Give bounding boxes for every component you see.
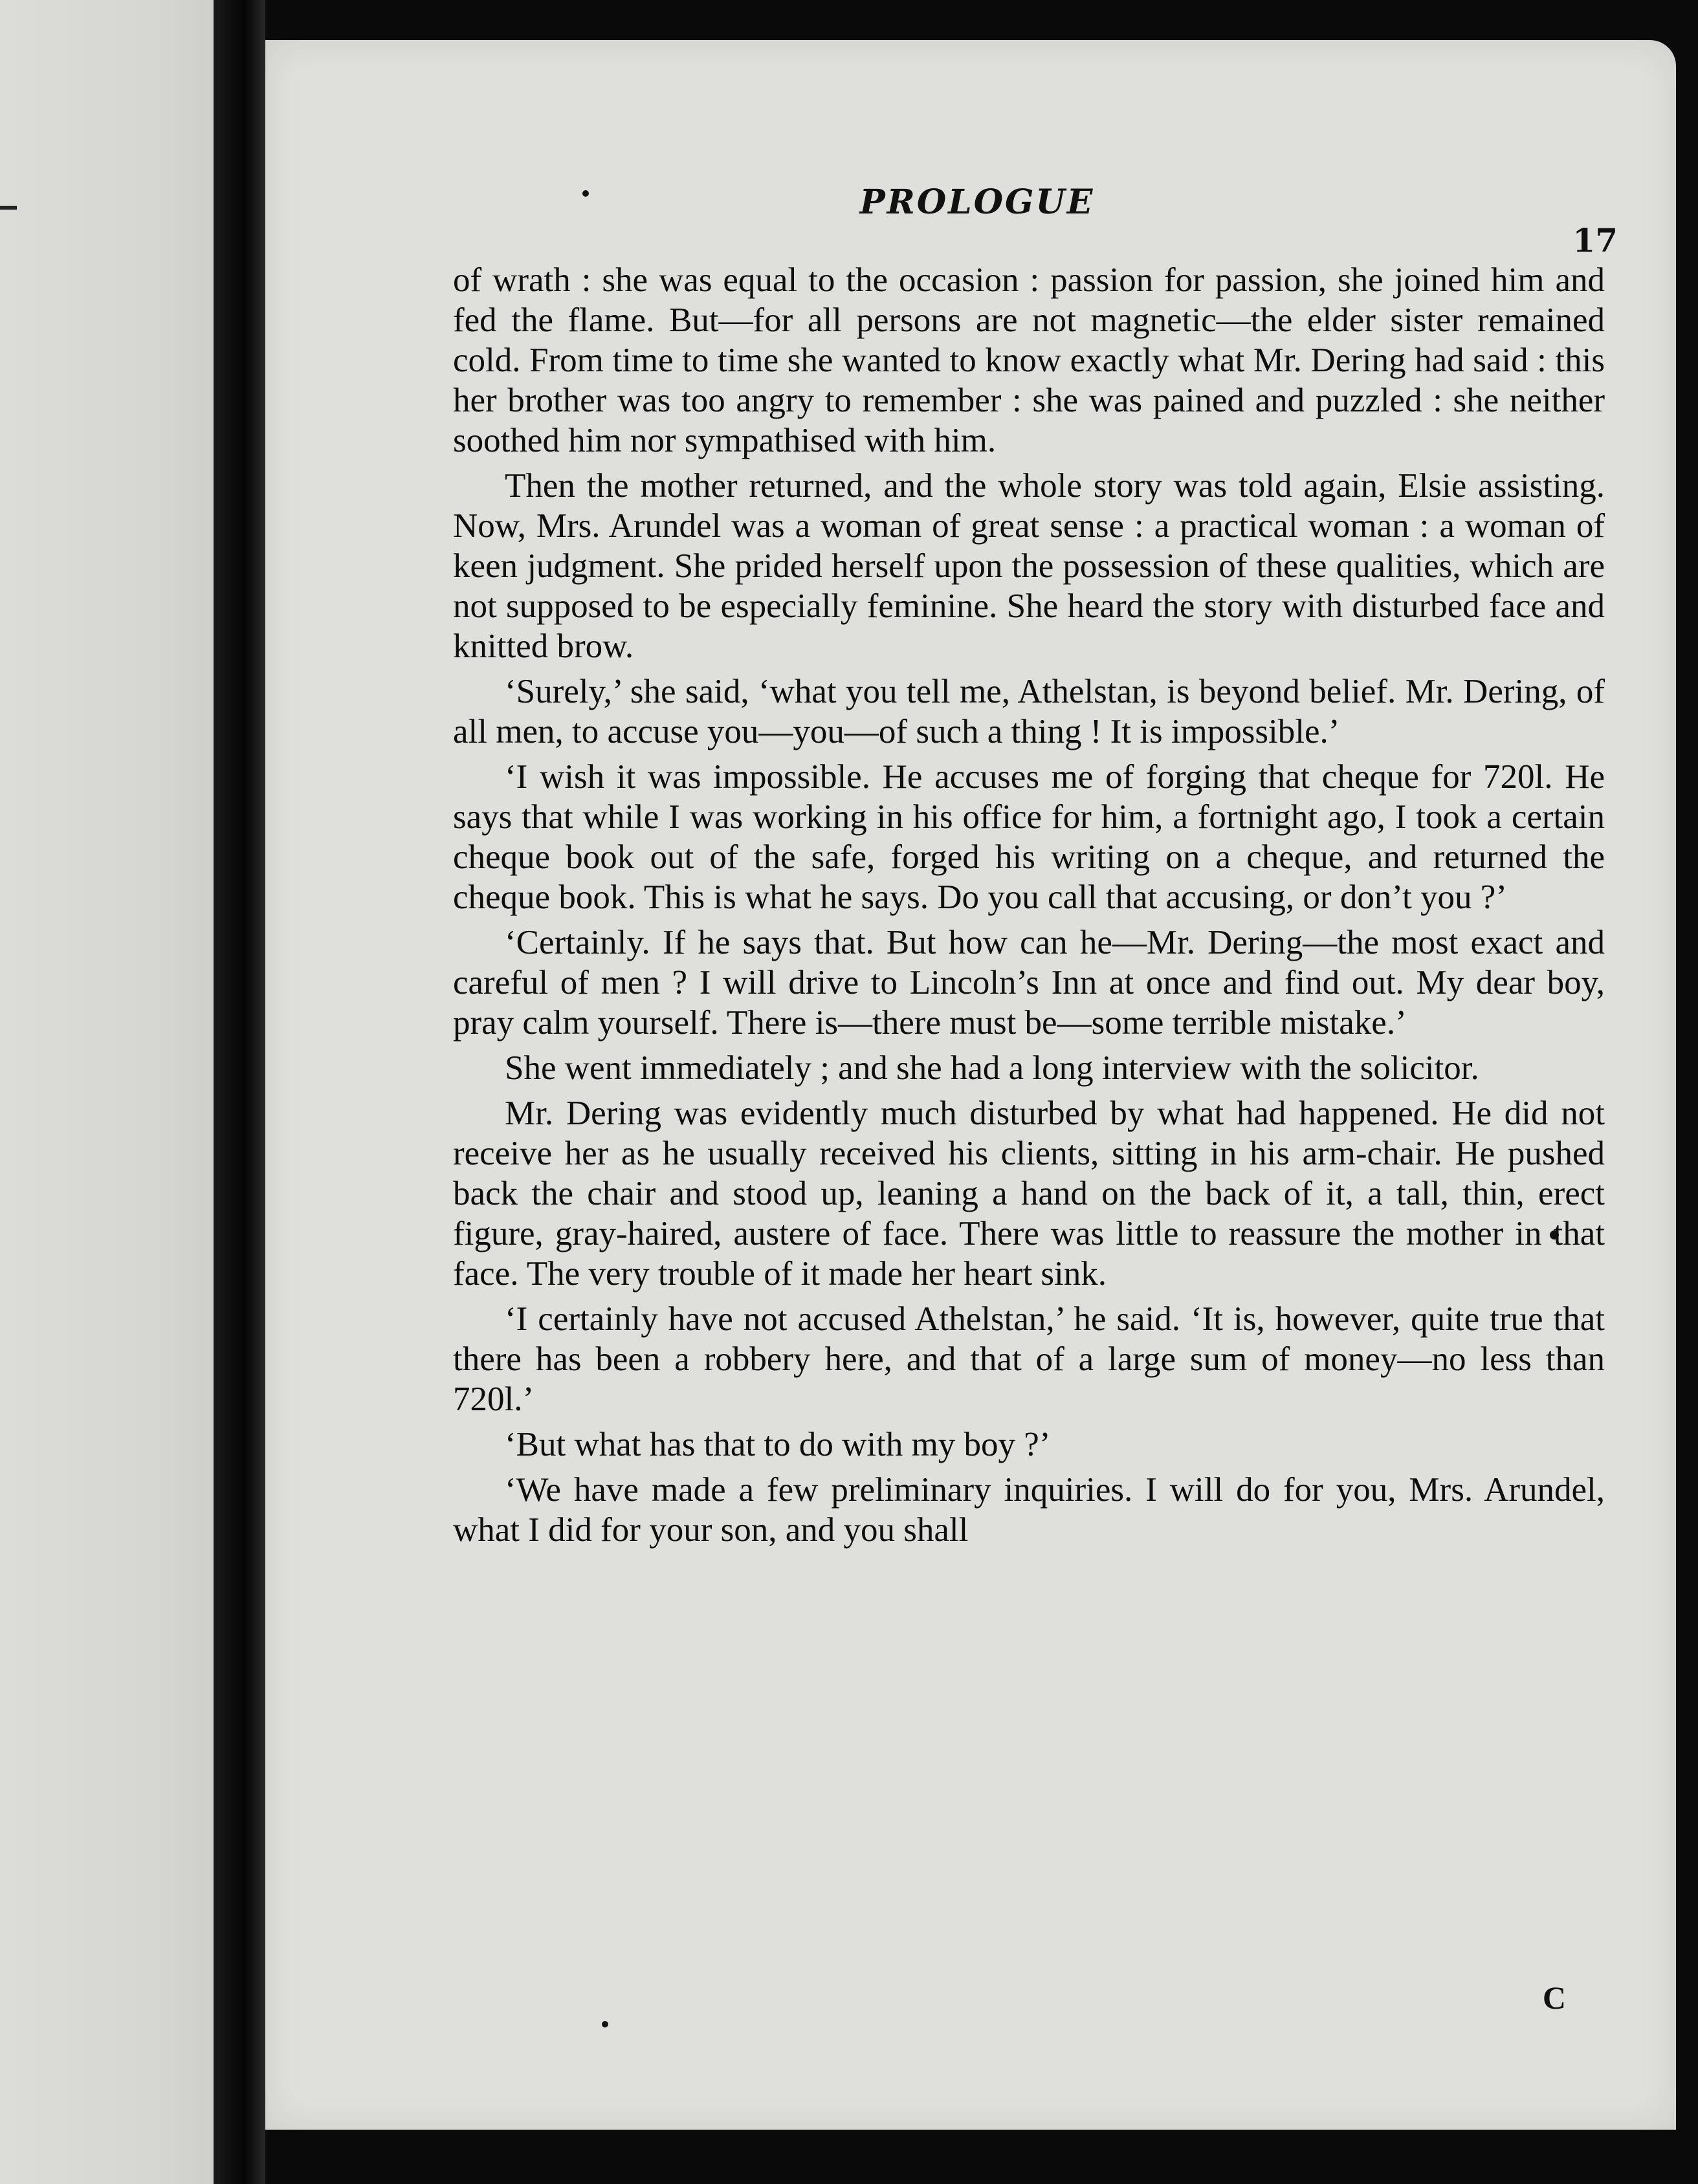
speck <box>602 2021 608 2027</box>
paragraph: ‘I certainly have not accused Athelstan,’ he said. ‘It is, however, quite true that there has been a robbery here, and that of a large sum of money—no less than 720l.’ <box>453 1300 1605 1418</box>
paragraph: ‘Certainly. If he says that. But how can he—Mr. Dering—the most exact and careful of men ? I will drive to Lincoln’s Inn at once and find out. My dear boy, pray calm yourself. There is—there must be—some terrible mistake.’ <box>453 924 1605 1042</box>
book-page <box>265 40 1676 2130</box>
paragraph: ‘But what has that to do with my boy ?’ <box>505 1426 1051 1463</box>
signature-mark: C <box>1542 1980 1566 2016</box>
paragraph: ‘I wish it was impossible. He accuses me of forging that cheque for 720l. He says that while I was working in his office for him, a fortnight ago, I took a certain cheque book out of the safe, forged his writing on a cheque, and returned the cheque book. This is what he says. Do you call that accusing, or don’t you ?’ <box>453 758 1605 916</box>
running-head: PROLOGUE <box>859 182 1095 222</box>
page-number: 17 <box>1572 221 1618 259</box>
book-gutter <box>214 0 265 2184</box>
paragraph: Mr. Dering was evidently much disturbed by what had happened. He did not receive her as he usually received his clients, sitting in his arm-chair. He pushed back the chair and stood up, leaning a hand on the back of it, a tall, thin, erect figure, gray-haired, austere of face. There was little to reassure the mother in that face. The very trouble of it made her heart sink. <box>453 1095 1605 1293</box>
body-text <box>453 260 1605 1555</box>
paragraph: of wrath : she was equal to the occasion : passion for passion, she joined him and fed the flame. But—for all persons are not magnetic—the elder sister remained cold. From time to time she wanted to know exactly what Mr. Dering had said : this her brother was too angry to remember : she was pained and puzzled : she neither soothed him nor sympathised with him. <box>453 261 1605 459</box>
paragraph: She went immediately ; and she had a long interview with the solicitor. <box>505 1049 1479 1087</box>
paragraph: Then the mother returned, and the whole story was told again, Elsie assisting. Now, Mrs. Arundel was a woman of great sense : a practical woman : a woman of keen judgment. She prided herself upon the possession of these qualities, which are not supposed to be especially feminine. She heard the story with disturbed face and knitted brow. <box>453 467 1605 665</box>
paragraph: ‘Surely,’ she said, ‘what you tell me, Athelstan, is beyond belief. Mr. Dering, of all men, to accuse you—you—of such a thing ! It is impossible.’ <box>453 673 1605 750</box>
left-page-edge <box>0 0 214 2184</box>
margin-mark <box>0 206 17 210</box>
paragraph: ‘We have made a few preliminary inquiries. I will do for you, Mrs. Arundel, what I did for your son, and you shall <box>453 1471 1605 1549</box>
speck <box>582 190 589 197</box>
